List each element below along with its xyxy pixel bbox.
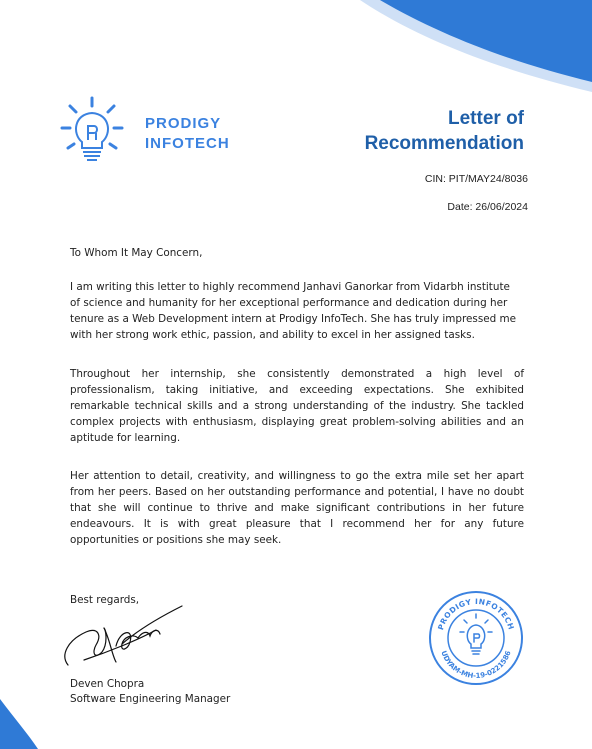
paragraph-line: complex projects with enthusiasm, displaying great problem-solving abilities and an (70, 416, 524, 428)
document-title (365, 106, 524, 156)
stamp-top-text: PRODIGY INFOTECH (436, 596, 516, 632)
top-right-decoration (0, 0, 592, 100)
company-name-line1: PRODIGY (145, 115, 222, 132)
paragraph-line: I am writing this letter to highly recommend Janhavi Ganorkar from Vidarbh institute (70, 281, 510, 293)
cin-number: CIN: PIT/MAY24/8036 (424, 173, 528, 185)
bottom-left-decoration (0, 699, 60, 749)
paragraph-line: of science and humanity for her exceptional performance and dedication during her (70, 297, 508, 309)
document-title-line1: Letter of (448, 108, 524, 129)
paragraph-line: from her peers. Based on her outstanding performance and potential, I have no doubt (70, 486, 524, 498)
signer-title: Software Engineering Manager (70, 693, 231, 705)
paragraph-line: that she will continue to thrive and make significant contributions in her future (70, 502, 524, 514)
paragraph-line: with her strong work ethic, passion, and ability to excel in her assigned tasks. (70, 329, 475, 341)
signer-name: Deven Chopra (70, 678, 145, 690)
paragraph-line: opportunities or positions she may seek. (70, 534, 282, 546)
document-title-line2: Recommendation (364, 133, 524, 154)
lightbulb-icon (460, 614, 492, 654)
company-name (145, 114, 230, 154)
signature-image (58, 600, 188, 675)
company-stamp (428, 590, 524, 686)
issue-date: Date: 26/06/2024 (447, 201, 528, 213)
paragraph-2 (70, 366, 524, 446)
lightbulb-icon (60, 96, 124, 166)
company-name-line2: INFOTECH (145, 135, 230, 152)
paragraph-line: endeavours. It is with great pleasure that I recommend her for any future (70, 518, 524, 530)
paragraph-line: Her attention to detail, creativity, and willingness to go the extra mile set her apart (70, 470, 524, 482)
signer-block (70, 677, 230, 707)
paragraph-line: Throughout her internship, she consistently demonstrated a high level of (70, 368, 524, 380)
paragraph-line: remarkable technical skills and a strong understanding of the industry. She tackled (70, 400, 524, 412)
stamp-bottom-text: UDYAM-MH-19-0221586 (439, 649, 513, 681)
closing: Best regards, (70, 594, 140, 606)
paragraph-line: tenure as a Web Development intern at Prodigy InfoTech. She has truly impressed me (70, 313, 517, 325)
paragraph-line: aptitude for learning. (70, 432, 181, 444)
paragraph-line: professionalism, taking initiative, and exceeding expectations. She exhibited (70, 384, 524, 396)
paragraph-3 (70, 468, 524, 548)
paragraph-1 (70, 279, 524, 343)
salutation: To Whom It May Concern, (70, 247, 203, 259)
